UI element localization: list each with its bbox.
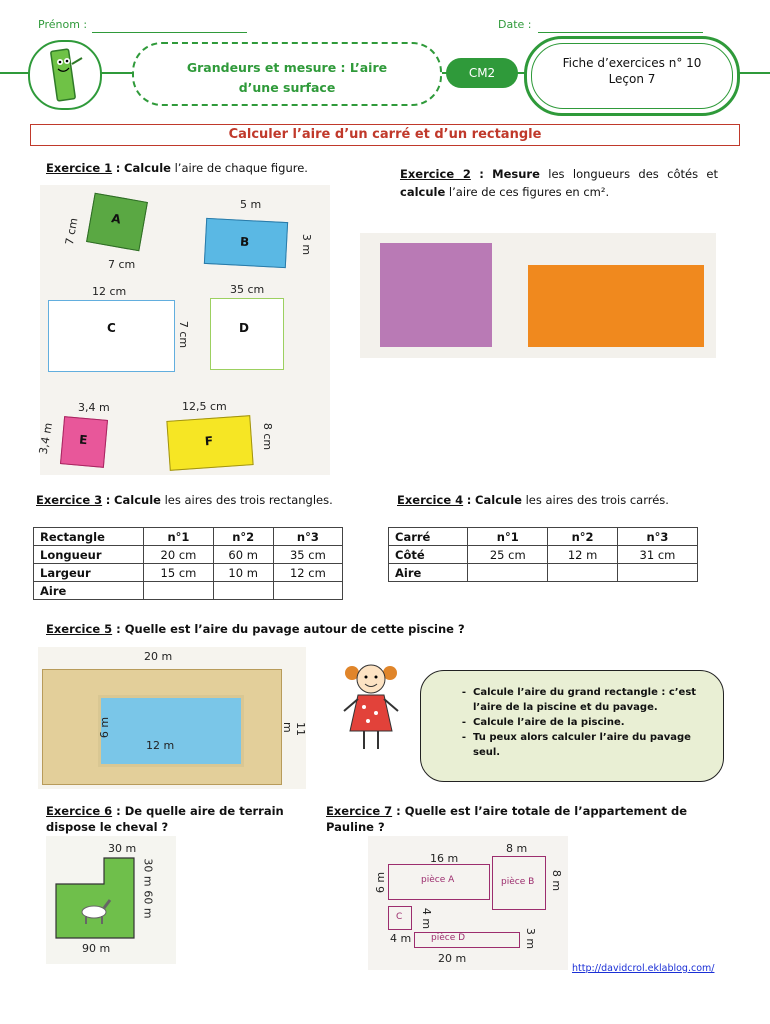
table-header: Rectangle [34,528,144,546]
table-row [34,582,343,600]
hint-item: - Tu peux alors calculer l’aire du pavage seul. [473,730,709,760]
hint-list [447,685,709,760]
room-c-height-label: 4 m [420,907,434,930]
ex1-verb: Calcule [124,161,171,175]
ex3-header-row [34,528,343,546]
ex6-text: De quelle aire de terrain dispose le cheval ? [46,804,284,834]
table-row [34,546,343,564]
ex7-figure [368,836,568,970]
girl-illustration [338,657,404,757]
room-b-height-label: 8 m [550,869,564,892]
shape-a-bottom-label: 7 cm [108,258,136,271]
table-header: Carré [389,528,468,546]
hint-item: - Calcule l’aire de la piscine. [473,715,709,730]
pool-width-label: 12 m [146,739,175,752]
ex4-verb: Calcule [475,493,522,507]
page-title: Calculer l’aire d’un carré et d’un rectangle [30,124,740,146]
room-b: pièce B [492,856,546,910]
table-header: n°1 [468,528,548,546]
prenom-label: Prénom : [38,18,88,31]
date-line [538,32,703,33]
ruler-mascot-icon [30,42,100,108]
table-cell: 10 m [213,564,273,582]
ex6-figure [46,836,176,964]
total-width-label: 20 m [438,952,467,965]
ex2-prompt: Exercice 2 : Mesure les longueurs des côtés et calcule l’aire de ces figures en cm². [400,167,719,199]
ex3-text: les aires des trois rectangles. [164,493,333,507]
terrain-right-label: 60 m [141,890,155,919]
table-cell: 12 m [548,546,618,564]
ex2-rectangle [528,265,704,347]
ex5-figure [38,647,306,789]
ex5-prompt: Exercice 5 : Quelle est l’aire du pavage autour de cette piscine ? [46,622,465,636]
table-header: n°1 [144,528,213,546]
ex6-label: Exercice 6 [46,804,113,818]
room-c: C [388,906,412,930]
terrain-shape [46,836,176,964]
table-row [34,564,343,582]
ex3-label: Exercice 3 [36,493,103,507]
theme-box [132,42,442,106]
ex1-prompt: Exercice 1 : Calcule l’aire de chaque figure. [46,161,308,175]
outer-height-label: 11 m [281,722,307,736]
ex7-text: Quelle est l’aire totale de l’appartement de Pauline ? [326,804,688,834]
terrain-top-label: 30 m [108,842,137,855]
mascot-frame [28,40,102,110]
room-d: pièce D [414,932,520,948]
table-cell: 35 cm [273,546,342,564]
shape-e: E [60,416,108,468]
ex7-label: Exercice 7 [326,804,393,818]
shape-b-top-label: 5 m [240,198,262,211]
prenom-line [92,32,247,33]
shape-a-side-label: 7 cm [62,216,81,247]
ex3-prompt: Exercice 3 : Calcule les aires des trois rectangles. [36,493,333,507]
date-label: Date : [498,18,532,31]
ex4-text: les aires des trois carrés. [525,493,669,507]
shape-e-side-label: 3,4 m [36,421,56,456]
shape-b-side-label: 3 m [300,233,314,256]
answer-cell[interactable] [213,582,273,600]
pool-height-label: 6 m [98,716,112,739]
ex4-table [388,527,698,582]
hint-bubble [420,670,724,782]
ex4-label: Exercice 4 [397,493,464,507]
table-cell: Aire [389,564,468,582]
room-b-width-label: 8 m [506,842,528,855]
shape-f: F [166,415,253,471]
ex2-verb1: Mesure [492,167,540,181]
ex7-prompt: Exercice 7 : Quelle est l’aire totale de l’appartement de Pauline ? [326,804,688,834]
ex1-text: l’aire de chaque figure. [174,161,308,175]
hint-item: - Calcule l’aire du grand rectangle : c’est l’aire de la piscine et du pavage. [473,685,709,715]
outer-width-label: 20 m [144,650,173,663]
ex2-text1: les longueurs des côtés et [548,167,719,181]
ex1-label: Exercice 1 [46,161,113,175]
shape-c-side-label: 7 cm [177,320,191,349]
table-header: n°2 [548,528,618,546]
table-cell: 31 cm [617,546,697,564]
girl-icon [338,657,404,757]
answer-cell[interactable] [617,564,697,582]
table-cell: Aire [34,582,144,600]
pool [98,695,244,767]
table-row [389,546,698,564]
ex5-label: Exercice 5 [46,622,113,636]
table-cell: 25 cm [468,546,548,564]
ex5-text: Quelle est l’aire du pavage autour de cette piscine ? [124,622,465,636]
shape-c-top-label: 12 cm [92,285,127,298]
table-cell: Longueur [34,546,144,564]
room-a-height-label: 6 m [374,871,388,894]
theme-title: Grandeurs et mesure : L’aire d’une surface [186,60,388,95]
table-row [389,564,698,582]
shape-b: B [204,218,288,268]
room-d-height-label: 3 m [524,927,538,950]
answer-cell[interactable] [468,564,548,582]
ex2-verb2: calcule [400,185,446,199]
ex2-text2: l’aire de ces figures en cm². [448,185,610,199]
answer-cell[interactable] [548,564,618,582]
table-cell: Largeur [34,564,144,582]
footer-link[interactable]: http://davidcrol.eklablog.com/ [572,963,715,974]
ex4-prompt: Exercice 4 : Calcule les aires des trois carrés. [397,493,669,507]
table-cell: 15 cm [144,564,213,582]
table-header: n°3 [617,528,697,546]
table-header: n°2 [213,528,273,546]
table-cell: 20 cm [144,546,213,564]
shape-d-top-label: 35 cm [230,283,265,296]
ex3-verb: Calcule [114,493,161,507]
table-header: n°3 [273,528,342,546]
table-cell: Côté [389,546,468,564]
shape-d: D [210,298,284,370]
terrain-right-top-label: 30 m [141,858,155,887]
ex4-header-row [389,528,698,546]
ex2-label: Exercice 2 [400,167,471,181]
shape-f-side-label: 8 cm [261,422,275,451]
room-a-width-label: 16 m [430,852,459,865]
shape-c: C [48,300,175,372]
ex3-table [33,527,343,600]
table-cell: 12 cm [273,564,342,582]
lesson-number: Leçon 7 [608,72,656,86]
answer-cell[interactable] [273,582,342,600]
room-d-width-label: 4 m [390,932,412,945]
table-cell: 60 m [213,546,273,564]
shape-e-top-label: 3,4 m [78,401,110,414]
shape-a: A [86,193,148,252]
fiche-number: Fiche d’exercices n° 10 [562,56,702,70]
answer-cell[interactable] [144,582,213,600]
ex6-prompt: Exercice 6 : De quelle aire de terrain dispose le cheval ? [46,804,284,834]
ex2-square [380,243,492,347]
terrain-bottom-label: 90 m [82,942,111,955]
room-a: pièce A [388,864,490,900]
fiche-box [524,36,740,116]
shape-f-top-label: 12,5 cm [182,400,227,413]
level-badge: CM2 [446,58,518,88]
